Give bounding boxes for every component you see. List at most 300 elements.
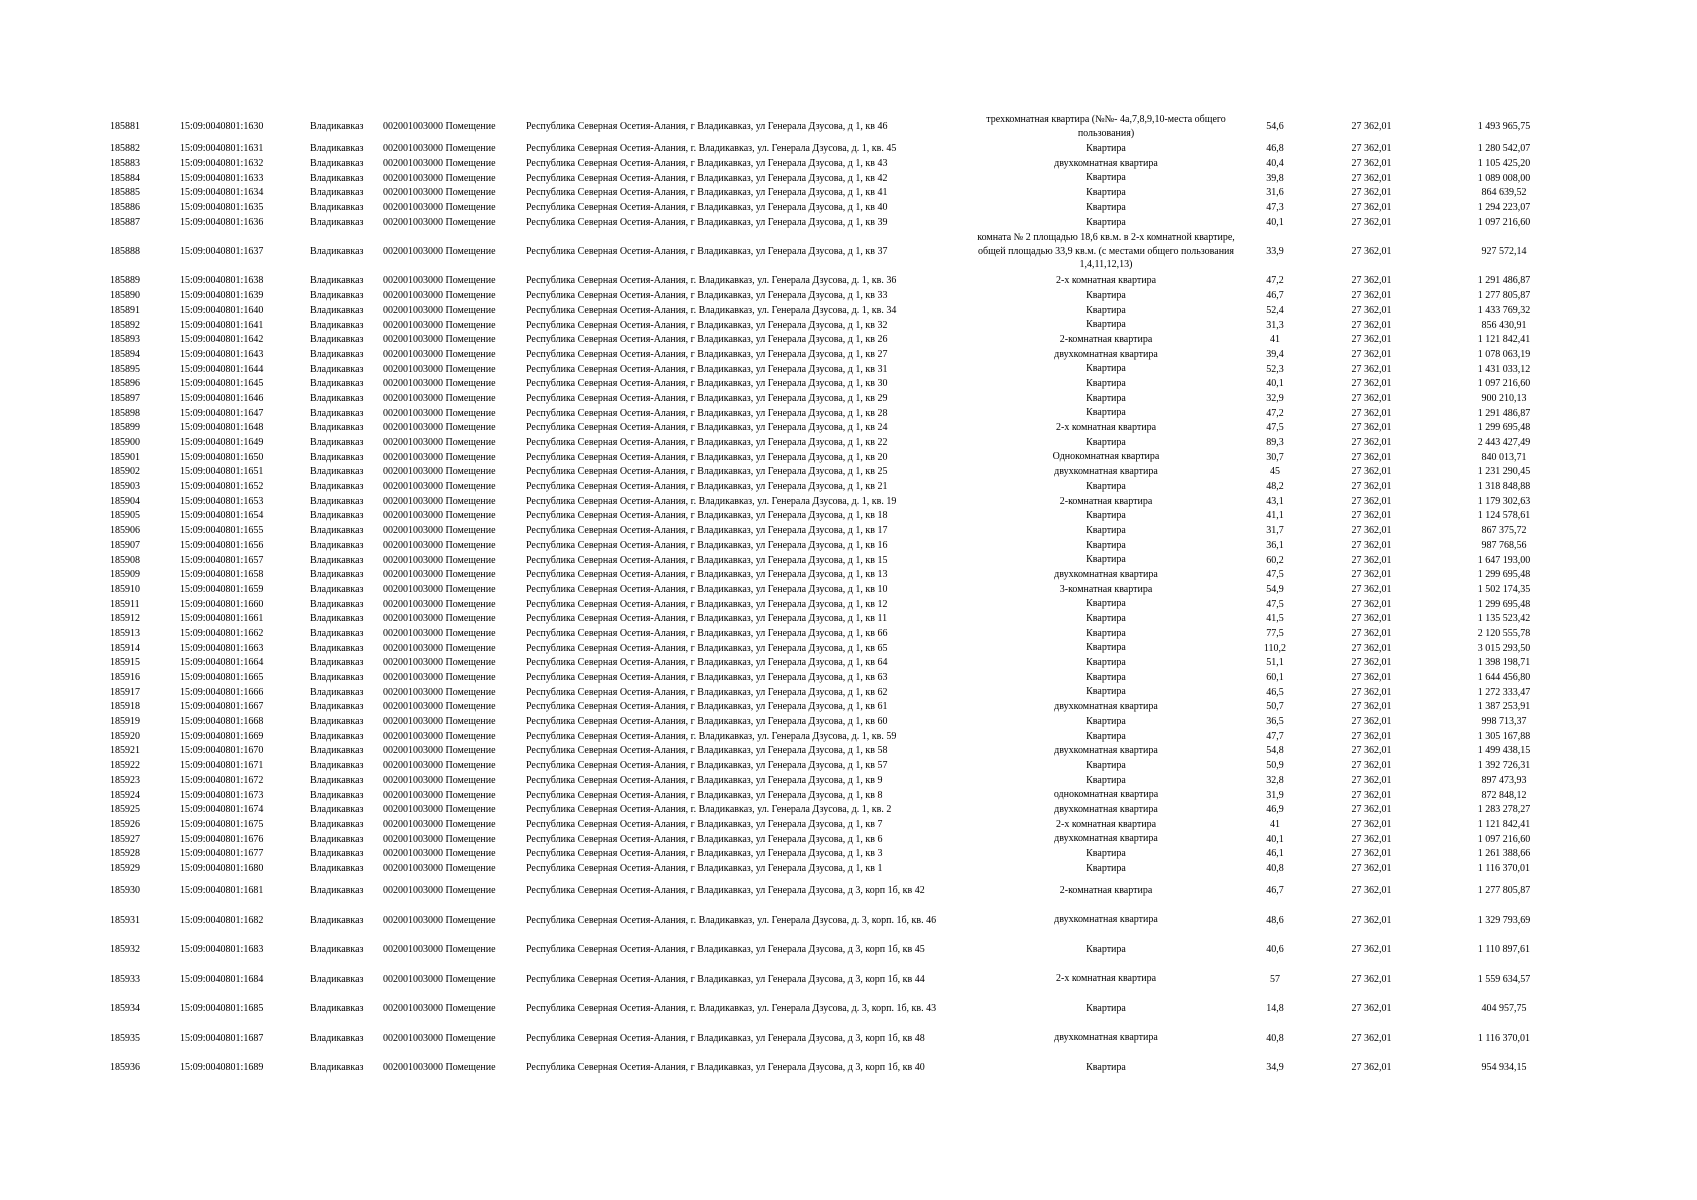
total-value-cell: 1 294 223,07: [1477, 202, 1531, 214]
unit-price-cell: 27 362,01: [1351, 246, 1392, 258]
object-code-cell: 002001003000 Помещение: [383, 1003, 496, 1015]
address-cell: Республика Северная Осетия-Алания, г Владикавказ, ул Генерала Дзусова, д 1, кв 62: [526, 686, 888, 698]
record-id-cell: 185892: [110, 319, 140, 331]
record-id-cell: 185923: [110, 774, 140, 786]
city-cell: Владикавказ: [310, 760, 364, 772]
object-code-cell: 002001003000 Помещение: [383, 745, 496, 757]
total-value-cell: 1 398 198,71: [1477, 657, 1531, 669]
cadastral-number-cell: 15:09:0040801:1640: [180, 304, 264, 316]
address-cell: Республика Северная Осетия-Алания, г Владикавказ, ул Генерала Дзусова, д 1, кв 16: [526, 539, 888, 551]
city-cell: Владикавказ: [310, 804, 364, 816]
city-cell: Владикавказ: [310, 172, 364, 184]
city-cell: Владикавказ: [310, 569, 364, 581]
address-cell: Республика Северная Осетия-Алания, г. Владикавказ, ул. Генерала Дзусова, д. 1, кв. 2: [526, 804, 892, 816]
address-cell: Республика Северная Осетия-Алания, г Владикавказ, ул Генерала Дзусова, д 3, корп 1б, кв 45: [526, 944, 925, 956]
cadastral-number-cell: 15:09:0040801:1653: [180, 495, 264, 507]
description-cell: однокомнатная квартира: [1053, 789, 1159, 801]
record-id-cell: 185884: [110, 172, 140, 184]
area-cell: 51,1: [1266, 657, 1284, 669]
record-id-cell: 185900: [110, 437, 140, 449]
record-id-cell: 185889: [110, 275, 140, 287]
record-id-cell: 185918: [110, 701, 140, 713]
unit-price-cell: 27 362,01: [1351, 290, 1392, 302]
table-row: [110, 670, 1590, 685]
table-row: [110, 700, 1590, 715]
city-cell: Владикавказ: [310, 407, 364, 419]
area-cell: 31,6: [1266, 187, 1284, 199]
cadastral-number-cell: 15:09:0040801:1669: [180, 730, 264, 742]
city-cell: Владикавказ: [310, 1003, 364, 1015]
description-cell: двухкомнатная квартира: [1054, 1032, 1158, 1044]
total-value-cell: 1 283 278,27: [1477, 804, 1531, 816]
total-value-cell: 1 305 167,88: [1477, 730, 1531, 742]
cadastral-number-cell: 15:09:0040801:1663: [180, 642, 264, 654]
record-id-cell: 185919: [110, 716, 140, 728]
unit-price-cell: 27 362,01: [1351, 583, 1392, 595]
city-cell: Владикавказ: [310, 914, 364, 926]
table-row: [110, 1053, 1590, 1083]
record-id-cell: 185931: [110, 914, 140, 926]
total-value-cell: 897 473,93: [1481, 774, 1527, 786]
table-row: [110, 597, 1590, 612]
cadastral-number-cell: 15:09:0040801:1644: [180, 363, 264, 375]
record-id-cell: 185896: [110, 378, 140, 390]
cadastral-number-cell: 15:09:0040801:1643: [180, 348, 264, 360]
city-cell: Владикавказ: [310, 348, 364, 360]
object-code-cell: 002001003000 Помещение: [383, 973, 496, 985]
table-row: [110, 714, 1590, 729]
table-row: [110, 171, 1590, 186]
object-code-cell: 002001003000 Помещение: [383, 672, 496, 684]
cadastral-number-cell: 15:09:0040801:1660: [180, 598, 264, 610]
city-cell: Владикавказ: [310, 598, 364, 610]
total-value-cell: 1 097 216,60: [1477, 833, 1531, 845]
address-cell: Республика Северная Осетия-Алания, г Владикавказ, ул Генерала Дзусова, д 1, кв 13: [526, 569, 888, 581]
table-row: [110, 406, 1590, 421]
table-row: [110, 362, 1590, 377]
address-cell: Республика Северная Осетия-Алания, г Владикавказ, ул Генерала Дзусова, д 1, кв 65: [526, 642, 888, 654]
table-row: [110, 553, 1590, 568]
address-cell: Республика Северная Осетия-Алания, г Владикавказ, ул Генерала Дзусова, д 1, кв 30: [526, 378, 888, 390]
description-cell: трехкомнатная квартира (№№- 4а,7,8,9,10-места общего пользования): [986, 114, 1226, 139]
address-cell: Республика Северная Осетия-Алания, г Владикавказ, ул Генерала Дзусова, д 1, кв 43: [526, 158, 888, 170]
total-value-cell: 1 299 695,48: [1477, 569, 1531, 581]
address-cell: Республика Северная Осетия-Алания, г Владикавказ, ул Генерала Дзусова, д 1, кв 12: [526, 598, 888, 610]
table-row: [110, 200, 1590, 215]
address-cell: Республика Северная Осетия-Алания, г Владикавказ, ул Генерала Дзусова, д 1, кв 11: [526, 613, 888, 625]
area-cell: 46,7: [1266, 885, 1284, 897]
description-cell: Квартира: [1086, 143, 1126, 155]
table-row: [110, 685, 1590, 700]
area-cell: 36,1: [1266, 539, 1284, 551]
record-id-cell: 185898: [110, 407, 140, 419]
city-cell: Владикавказ: [310, 686, 364, 698]
city-cell: Владикавказ: [310, 973, 364, 985]
record-id-cell: 185891: [110, 304, 140, 316]
object-code-cell: 002001003000 Помещение: [383, 914, 496, 926]
cadastral-number-cell: 15:09:0040801:1687: [180, 1032, 264, 1044]
record-id-cell: 185899: [110, 422, 140, 434]
total-value-cell: 900 210,13: [1481, 392, 1527, 404]
object-code-cell: 002001003000 Помещение: [383, 202, 496, 214]
cadastral-number-cell: 15:09:0040801:1639: [180, 290, 264, 302]
total-value-cell: 1 089 008,00: [1477, 172, 1531, 184]
description-cell: двухкомнатная квартира: [1054, 745, 1158, 757]
table-row: [110, 288, 1590, 303]
cadastral-number-cell: 15:09:0040801:1676: [180, 833, 264, 845]
record-id-cell: 185885: [110, 187, 140, 199]
area-cell: 50,9: [1266, 760, 1284, 772]
object-code-cell: 002001003000 Помещение: [383, 525, 496, 537]
unit-price-cell: 27 362,01: [1351, 862, 1392, 874]
area-cell: 110,2: [1263, 642, 1287, 654]
cadastral-number-cell: 15:09:0040801:1649: [180, 437, 264, 449]
address-cell: Республика Северная Осетия-Алания, г Владикавказ, ул Генерала Дзусова, д 1, кв 18: [526, 510, 888, 522]
unit-price-cell: 27 362,01: [1351, 745, 1392, 757]
unit-price-cell: 27 362,01: [1351, 672, 1392, 684]
area-cell: 46,1: [1266, 848, 1284, 860]
area-cell: 41: [1270, 334, 1280, 346]
city-cell: Владикавказ: [310, 745, 364, 757]
area-cell: 31,9: [1266, 789, 1284, 801]
record-id-cell: 185926: [110, 818, 140, 830]
address-cell: Республика Северная Осетия-Алания, г Владикавказ, ул Генерала Дзусова, д 1, кв 33: [526, 290, 888, 302]
area-cell: 47,5: [1266, 569, 1284, 581]
record-id-cell: 185883: [110, 158, 140, 170]
table-row: [110, 318, 1590, 333]
address-cell: Республика Северная Осетия-Алания, г Владикавказ, ул Генерала Дзусова, д 1, кв 17: [526, 525, 888, 537]
object-code-cell: 002001003000 Помещение: [383, 818, 496, 830]
total-value-cell: 1 299 695,48: [1477, 598, 1531, 610]
object-code-cell: 002001003000 Помещение: [383, 466, 496, 478]
description-cell: Квартира: [1086, 436, 1126, 448]
object-code-cell: 002001003000 Помещение: [383, 437, 496, 449]
total-value-cell: 1 110 897,61: [1477, 944, 1531, 956]
unit-price-cell: 27 362,01: [1351, 437, 1392, 449]
description-cell: двухкомнатная квартира: [1054, 914, 1158, 926]
record-id-cell: 185927: [110, 833, 140, 845]
area-cell: 54,6: [1266, 121, 1284, 133]
total-value-cell: 1 433 769,32: [1477, 304, 1531, 316]
cadastral-number-cell: 15:09:0040801:1667: [180, 701, 264, 713]
record-id-cell: 185908: [110, 554, 140, 566]
record-id-cell: 185890: [110, 290, 140, 302]
record-id-cell: 185904: [110, 495, 140, 507]
record-id-cell: 185911: [110, 598, 140, 610]
object-code-cell: 002001003000 Помещение: [383, 804, 496, 816]
description-cell: двухкомнатная квартира: [1054, 833, 1158, 845]
address-cell: Республика Северная Осетия-Алания, г Владикавказ, ул Генерала Дзусова, д 1, кв 31: [526, 363, 888, 375]
city-cell: Владикавказ: [310, 275, 364, 287]
object-code-cell: 002001003000 Помещение: [383, 833, 496, 845]
address-cell: Республика Северная Осетия-Алания, г. Владикавказ, ул. Генерала Дзусова, д. 1, кв. 45: [526, 143, 897, 155]
address-cell: Республика Северная Осетия-Алания, г Владикавказ, ул Генерала Дзусова, д 1, кв 42: [526, 172, 888, 184]
total-value-cell: 998 713,37: [1481, 716, 1527, 728]
table-row: [110, 435, 1590, 450]
city-cell: Владикавказ: [310, 363, 364, 375]
record-id-cell: 185895: [110, 363, 140, 375]
object-code-cell: 002001003000 Помещение: [383, 642, 496, 654]
table-row: [110, 156, 1590, 171]
object-code-cell: 002001003000 Помещение: [383, 716, 496, 728]
description-cell: двухкомнатная квартира: [1054, 157, 1158, 169]
area-cell: 33,9: [1266, 246, 1284, 258]
total-value-cell: 1 277 805,87: [1477, 290, 1531, 302]
city-cell: Владикавказ: [310, 862, 364, 874]
table-row: [110, 935, 1590, 965]
city-cell: Владикавказ: [310, 944, 364, 956]
description-cell: 2-комнатная квартира: [1059, 495, 1153, 507]
city-cell: Владикавказ: [310, 613, 364, 625]
area-cell: 47,5: [1266, 422, 1284, 434]
record-id-cell: 185924: [110, 789, 140, 801]
cadastral-number-cell: 15:09:0040801:1668: [180, 716, 264, 728]
city-cell: Владикавказ: [310, 730, 364, 742]
description-cell: 2-х комнатная квартира: [1055, 275, 1157, 287]
description-cell: 2-х комнатная квартира: [1055, 973, 1157, 985]
address-cell: Республика Северная Осетия-Алания, г. Владикавказ, ул. Генерала Дзусова, д. 3, корп. 1б, кв. 46: [526, 914, 937, 926]
record-id-cell: 185914: [110, 642, 140, 654]
city-cell: Владикавказ: [310, 885, 364, 897]
unit-price-cell: 27 362,01: [1351, 525, 1392, 537]
unit-price-cell: 27 362,01: [1351, 944, 1392, 956]
description-cell: Квартира: [1086, 392, 1126, 404]
cadastral-number-cell: 15:09:0040801:1659: [180, 583, 264, 595]
area-cell: 40,4: [1266, 158, 1284, 170]
address-cell: Республика Северная Осетия-Алания, г. Владикавказ, ул. Генерала Дзусова, д. 1, кв. 34: [526, 304, 897, 316]
cadastral-number-cell: 15:09:0040801:1682: [180, 914, 264, 926]
city-cell: Владикавказ: [310, 481, 364, 493]
object-code-cell: 002001003000 Помещение: [383, 158, 496, 170]
total-value-cell: 864 639,52: [1481, 187, 1527, 199]
cadastral-number-cell: 15:09:0040801:1635: [180, 202, 264, 214]
address-cell: Республика Северная Осетия-Алания, г. Владикавказ, ул. Генерала Дзусова, д. 1, кв. 59: [526, 730, 897, 742]
city-cell: Владикавказ: [310, 121, 364, 133]
unit-price-cell: 27 362,01: [1351, 275, 1392, 287]
description-cell: Однокомнатная квартира: [1052, 451, 1160, 463]
city-cell: Владикавказ: [310, 525, 364, 537]
unit-price-cell: 27 362,01: [1351, 466, 1392, 478]
cadastral-number-cell: 15:09:0040801:1636: [180, 216, 264, 228]
object-code-cell: 002001003000 Помещение: [383, 848, 496, 860]
description-cell: Квартира: [1086, 627, 1126, 639]
unit-price-cell: 27 362,01: [1351, 495, 1392, 507]
address-cell: Республика Северная Осетия-Алания, г Владикавказ, ул Генерала Дзусова, д 1, кв 20: [526, 451, 888, 463]
unit-price-cell: 27 362,01: [1351, 348, 1392, 360]
object-code-cell: 002001003000 Помещение: [383, 774, 496, 786]
address-cell: Республика Северная Осетия-Алания, г Владикавказ, ул Генерала Дзусова, д 1, кв 7: [526, 818, 883, 830]
address-cell: Республика Северная Осетия-Алания, г Владикавказ, ул Генерала Дзусова, д 1, кв 61: [526, 701, 888, 713]
unit-price-cell: 27 362,01: [1351, 158, 1392, 170]
cadastral-number-cell: 15:09:0040801:1680: [180, 862, 264, 874]
record-id-cell: 185935: [110, 1032, 140, 1044]
cadastral-number-cell: 15:09:0040801:1642: [180, 334, 264, 346]
cadastral-number-cell: 15:09:0040801:1685: [180, 1003, 264, 1015]
unit-price-cell: 27 362,01: [1351, 539, 1392, 551]
table-row: [110, 186, 1590, 201]
object-code-cell: 002001003000 Помещение: [383, 627, 496, 639]
description-cell: Квартира: [1086, 554, 1126, 566]
area-cell: 40,1: [1266, 833, 1284, 845]
total-value-cell: 1 121 842,41: [1477, 334, 1531, 346]
record-id-cell: 185881: [110, 121, 140, 133]
object-code-cell: 002001003000 Помещение: [383, 172, 496, 184]
description-cell: Квартира: [1086, 510, 1126, 522]
city-cell: Владикавказ: [310, 789, 364, 801]
table-row: [110, 450, 1590, 465]
total-value-cell: 1 261 388,66: [1477, 848, 1531, 860]
address-cell: Республика Северная Осетия-Алания, г Владикавказ, ул Генерала Дзусова, д 1, кв 60: [526, 716, 888, 728]
total-value-cell: 1 121 842,41: [1477, 818, 1531, 830]
property-table: [110, 112, 1590, 1082]
address-cell: Республика Северная Осетия-Алания, г Владикавказ, ул Генерала Дзусова, д 1, кв 64: [526, 657, 888, 669]
address-cell: Республика Северная Осетия-Алания, г Владикавказ, ул Генерала Дзусова, д 1, кв 3: [526, 848, 883, 860]
cadastral-number-cell: 15:09:0040801:1672: [180, 774, 264, 786]
area-cell: 46,7: [1266, 290, 1284, 302]
table-row: [110, 846, 1590, 861]
cadastral-number-cell: 15:09:0040801:1637: [180, 246, 264, 258]
city-cell: Владикавказ: [310, 1062, 364, 1074]
city-cell: Владикавказ: [310, 701, 364, 713]
address-cell: Республика Северная Осетия-Алания, г Владикавказ, ул Генерала Дзусова, д 1, кв 15: [526, 554, 888, 566]
object-code-cell: 002001003000 Помещение: [383, 121, 496, 133]
total-value-cell: 872 848,12: [1481, 789, 1527, 801]
table-row: [110, 861, 1590, 876]
cadastral-number-cell: 15:09:0040801:1631: [180, 143, 264, 155]
record-id-cell: 185909: [110, 569, 140, 581]
description-cell: двухкомнатная квартира: [1054, 803, 1158, 815]
record-id-cell: 185916: [110, 672, 140, 684]
table-row: [110, 567, 1590, 582]
city-cell: Владикавказ: [310, 378, 364, 390]
record-id-cell: 185894: [110, 348, 140, 360]
address-cell: Республика Северная Осетия-Алания, г Владикавказ, ул Генерала Дзусова, д 1, кв 28: [526, 407, 888, 419]
record-id-cell: 185922: [110, 760, 140, 772]
unit-price-cell: 27 362,01: [1351, 774, 1392, 786]
city-cell: Владикавказ: [310, 716, 364, 728]
area-cell: 30,7: [1266, 451, 1284, 463]
unit-price-cell: 27 362,01: [1351, 569, 1392, 581]
object-code-cell: 002001003000 Помещение: [383, 701, 496, 713]
table-row: [110, 303, 1590, 318]
description-cell: 2-х комнатная квартира: [1055, 422, 1157, 434]
table-row: [110, 112, 1590, 142]
description-cell: 2-комнатная квартира: [1059, 884, 1153, 896]
address-cell: Республика Северная Осетия-Алания, г Владикавказ, ул Генерала Дзусова, д 1, кв 46: [526, 121, 888, 133]
object-code-cell: 002001003000 Помещение: [383, 885, 496, 897]
object-code-cell: 002001003000 Помещение: [383, 789, 496, 801]
unit-price-cell: 27 362,01: [1351, 973, 1392, 985]
unit-price-cell: 27 362,01: [1351, 319, 1392, 331]
area-cell: 41,5: [1266, 613, 1284, 625]
cadastral-number-cell: 15:09:0040801:1658: [180, 569, 264, 581]
object-code-cell: 002001003000 Помещение: [383, 686, 496, 698]
object-code-cell: 002001003000 Помещение: [383, 613, 496, 625]
cadastral-number-cell: 15:09:0040801:1677: [180, 848, 264, 860]
object-code-cell: 002001003000 Помещение: [383, 334, 496, 346]
description-cell: Квартира: [1086, 524, 1126, 536]
object-code-cell: 002001003000 Помещение: [383, 730, 496, 742]
address-cell: Республика Северная Осетия-Алания, г Владикавказ, ул Генерала Дзусова, д 3, корп 1б, кв 48: [526, 1032, 925, 1044]
area-cell: 77,5: [1266, 627, 1284, 639]
city-cell: Владикавказ: [310, 495, 364, 507]
unit-price-cell: 27 362,01: [1351, 760, 1392, 772]
unit-price-cell: 27 362,01: [1351, 143, 1392, 155]
cadastral-number-cell: 15:09:0040801:1655: [180, 525, 264, 537]
area-cell: 60,2: [1266, 554, 1284, 566]
city-cell: Владикавказ: [310, 290, 364, 302]
description-cell: Квартира: [1086, 774, 1126, 786]
cadastral-number-cell: 15:09:0040801:1645: [180, 378, 264, 390]
table-row: [110, 876, 1590, 906]
description-cell: Квартира: [1086, 943, 1126, 955]
object-code-cell: 002001003000 Помещение: [383, 290, 496, 302]
area-cell: 40,1: [1266, 216, 1284, 228]
city-cell: Владикавказ: [310, 466, 364, 478]
object-code-cell: 002001003000 Помещение: [383, 216, 496, 228]
unit-price-cell: 27 362,01: [1351, 642, 1392, 654]
record-id-cell: 185928: [110, 848, 140, 860]
cadastral-number-cell: 15:09:0040801:1656: [180, 539, 264, 551]
object-code-cell: 002001003000 Помещение: [383, 569, 496, 581]
cadastral-number-cell: 15:09:0040801:1674: [180, 804, 264, 816]
description-cell: Квартира: [1086, 289, 1126, 301]
object-code-cell: 002001003000 Помещение: [383, 539, 496, 551]
object-code-cell: 002001003000 Помещение: [383, 187, 496, 199]
cadastral-number-cell: 15:09:0040801:1683: [180, 944, 264, 956]
area-cell: 47,7: [1266, 730, 1284, 742]
address-cell: Республика Северная Осетия-Алания, г Владикавказ, ул Генерала Дзусова, д 3, корп 1б, кв 42: [526, 885, 925, 897]
address-cell: Республика Северная Осетия-Алания, г Владикавказ, ул Генерала Дзусова, д 1, кв 39: [526, 216, 888, 228]
table-row: [110, 994, 1590, 1024]
address-cell: Республика Северная Осетия-Алания, г Владикавказ, ул Генерала Дзусова, д 1, кв 57: [526, 760, 888, 772]
table-row: [110, 641, 1590, 656]
area-cell: 47,2: [1266, 275, 1284, 287]
total-value-cell: 1 280 542,07: [1477, 143, 1531, 155]
description-cell: Квартира: [1086, 862, 1126, 874]
city-cell: Владикавказ: [310, 187, 364, 199]
area-cell: 45: [1270, 466, 1280, 478]
table-row: [110, 773, 1590, 788]
cadastral-number-cell: 15:09:0040801:1632: [180, 158, 264, 170]
address-cell: Республика Северная Осетия-Алания, г Владикавказ, ул Генерала Дзусова, д 3, корп 1б, кв 44: [526, 973, 925, 985]
total-value-cell: 840 013,71: [1481, 451, 1527, 463]
cadastral-number-cell: 15:09:0040801:1661: [180, 613, 264, 625]
total-value-cell: 954 934,15: [1481, 1062, 1527, 1074]
address-cell: Республика Северная Осетия-Алания, г Владикавказ, ул Генерала Дзусова, д 1, кв 40: [526, 202, 888, 214]
record-id-cell: 185907: [110, 539, 140, 551]
unit-price-cell: 27 362,01: [1351, 363, 1392, 375]
address-cell: Республика Северная Осетия-Алания, г Владикавказ, ул Генерала Дзусова, д 1, кв 6: [526, 833, 883, 845]
object-code-cell: 002001003000 Помещение: [383, 451, 496, 463]
total-value-cell: 1 116 370,01: [1477, 862, 1531, 874]
table-row: [110, 523, 1590, 538]
record-id-cell: 185936: [110, 1062, 140, 1074]
area-cell: 39,4: [1266, 348, 1284, 360]
object-code-cell: 002001003000 Помещение: [383, 554, 496, 566]
table-row: [110, 1023, 1590, 1053]
unit-price-cell: 27 362,01: [1351, 789, 1392, 801]
object-code-cell: 002001003000 Помещение: [383, 143, 496, 155]
description-cell: двухкомнатная квартира: [1054, 568, 1158, 580]
record-id-cell: 185932: [110, 944, 140, 956]
table-row: [110, 729, 1590, 744]
area-cell: 48,6: [1266, 914, 1284, 926]
cadastral-number-cell: 15:09:0040801:1673: [180, 789, 264, 801]
unit-price-cell: 27 362,01: [1351, 804, 1392, 816]
area-cell: 57: [1270, 973, 1280, 985]
cadastral-number-cell: 15:09:0040801:1634: [180, 187, 264, 199]
